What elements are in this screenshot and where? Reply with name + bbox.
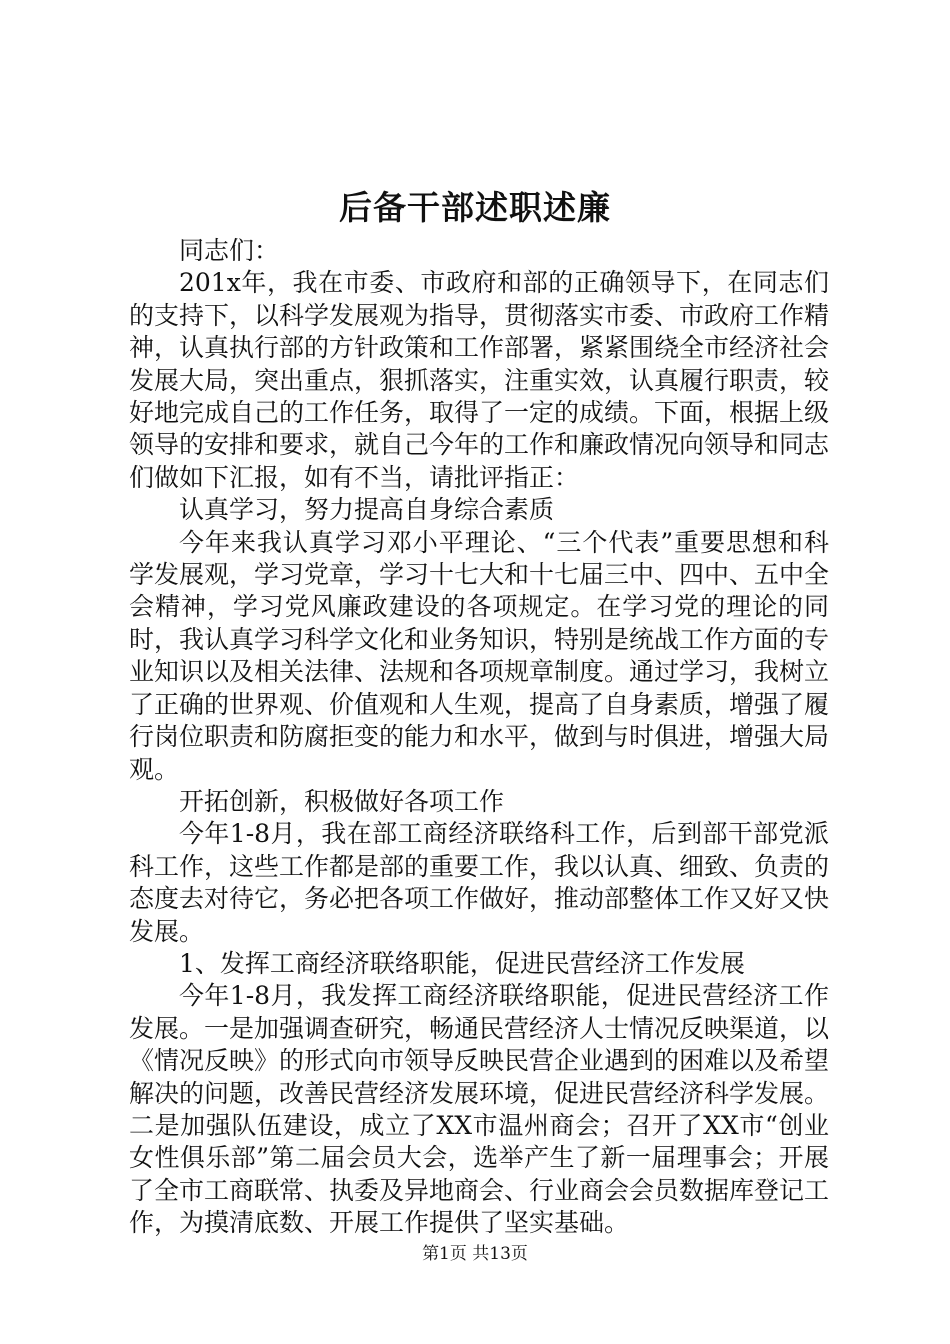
paragraph-private-economy: 今年1-8月，我发挥工商经济联络职能，促进民营经济工作发展。一是加强调查研究，畅通民营经济人士情况反映渠道，以《情况反映》的形式向市领导反映民营企业遇到的困难以及希望解决的问题，改善民营经济发展环境，促进民营经济科学发展。二是加强队伍建设，成立了XX市温州商会；召开了XX市“创业女性俱乐部”第二届会员大会，选举产生了新一届理事会；开展了全市工商联常、执委及异地商会、行业商会会员数据库登记工作，为摸清底数、开展工作提供了坚实基础。 [129,981,830,1238]
section-heading-study: 认真学习，努力提高自身综合素质 [179,495,555,525]
document-body [129,235,829,1240]
subsection-heading-1: 1、发挥工商经济联络职能，促进民营经济工作发展 [179,948,745,978]
paragraph-work: 今年1-8月，我在部工商经济联络科工作，后到部干部党派科工作，这些工作都是部的重要工作，我以认真、细致、负责的态度去对待它，务必把各项工作做好，推动部整体工作又好又快发展。 [129,819,830,946]
document-title: 后备干部述职述廉 [339,188,611,227]
paragraph-study: 今年来我认真学习邓小平理论、“三个代表”重要思想和科学发展观，学习党章，学习十七大和十七届三中、四中、五中全会精神，学习党风廉政建设的各项规定。在学习党的理论的同时，我认真学习科学文化和业务知识，特别是统战工作方面的专业知识以及相关法律、法规和各项规章制度。通过学习，我树立了正确的世界观、价值观和人生观，提高了自身素质，增强了履行岗位职责和防腐拒变的能力和水平，做到与时俱进，增强大局观。 [129,527,830,784]
salutation: 同志们： [179,236,280,265]
section-heading-innovation: 开拓创新，积极做好各项工作 [179,786,505,816]
paragraph-intro: 201x年，我在市委、市政府和部的正确领导下，在同志们的支持下，以科学发展观为指导，贯彻落实市委、市政府工作精神，认真执行部的方针政策和工作部署，紧紧围绕全市经济社会发展大局，突出重点，狠抓落实，注重实效，认真履行职责，较好地完成自己的工作任务，取得了一定的成绩。下面，根据上级领导的安排和要求，就自己今年的工作和廉政情况向领导和同志们做如下汇报，如有不当，请批评指正： [129,268,830,492]
page-footer: 第1页 共13页 [422,1244,528,1264]
